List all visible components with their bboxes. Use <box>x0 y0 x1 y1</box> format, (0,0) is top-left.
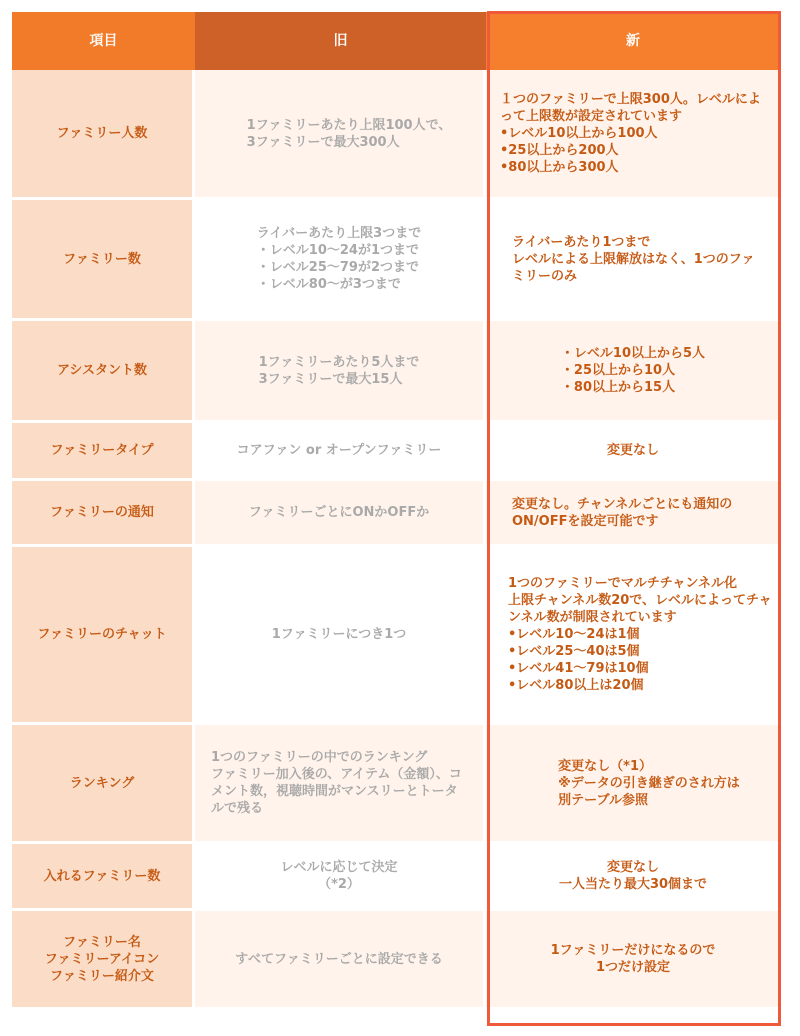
new-text: ライバーあたり1つまで レベルによる上限解放はなく、1つのファミリーのみ <box>512 234 755 284</box>
old-value <box>195 725 486 844</box>
new-value <box>486 481 780 547</box>
old-value: ファミリーごとにONかOFFか <box>195 481 486 547</box>
new-text: 1つのファミリーでマルチチャンネル化 上限チャンネル数20で、レベルによってチャンネル数が制限されています •レベル10～24は1個 •レベル25～40は5個 •レベル41～79は10個 •レベル80以上は20個 <box>508 576 772 693</box>
new-text: 変更なし。チャンネルごとにも通知のON/OFFを設定可能です <box>512 496 733 529</box>
old-text: 1ファミリーあたり上限100人で、 3ファミリーで最大300人 <box>246 117 452 150</box>
new-text: 変更なし（*1） ※データの引き継ぎのされ方は 別テーブル参照 <box>558 758 740 808</box>
row-label: ファミリーの通知 <box>12 481 195 547</box>
header-old: 旧 <box>195 12 486 70</box>
row-label: ファミリータイプ <box>12 423 195 481</box>
old-text: 1つのファミリーの中でのランキング ファミリー加入後の、アイテム（金額）、コメント数，視聴時間がマンスリーとトータルで残る <box>211 750 462 816</box>
new-value: 変更なし <box>486 423 780 481</box>
row-label: アシスタント数 <box>12 321 195 423</box>
row-label: ファミリー名 ファミリーアイコン ファミリー紹介文 <box>12 911 195 1010</box>
new-value: 1ファミリーだけになるので 1つだけ設定 <box>486 911 780 1010</box>
comparison-table <box>12 12 780 1010</box>
row-label: ファミリー人数 <box>12 70 195 200</box>
new-value <box>486 321 780 423</box>
old-value: コアファン or オープンファミリー <box>195 423 486 481</box>
old-value: レベルに応じて決定 （*2） <box>195 844 486 911</box>
old-value <box>195 70 486 200</box>
header-new: 新 <box>486 12 780 70</box>
header-item: 項目 <box>12 12 195 70</box>
row-label: ランキング <box>12 725 195 844</box>
old-value: すべてファミリーごとに設定できる <box>195 911 486 1010</box>
old-value: 1ファミリーにつき1つ <box>195 547 486 725</box>
row-label: 入れるファミリー数 <box>12 844 195 911</box>
old-value <box>195 321 486 423</box>
old-value <box>195 200 486 321</box>
row-label: ファミリーのチャット <box>12 547 195 725</box>
new-value <box>486 547 780 725</box>
old-text: 1ファミリーあたり5人まで 3ファミリーで最大15人 <box>258 354 420 387</box>
new-value <box>486 70 780 200</box>
old-text: ライバーあたり上限3つまで ・レベル10～24が1つまで ・レベル25～79が2つまで ・レベル80～が3つまで <box>256 226 422 292</box>
new-value <box>486 725 780 844</box>
new-value: 変更なし 一人当たり最大30個まで <box>486 844 780 911</box>
new-text: ・レベル10以上から5人 ・25以上から10人 ・80以上から15人 <box>560 346 706 395</box>
new-text: １つのファミリーで上限300人。レベルによって上限数が設定されています •レベル10以上から100人 •25以上から200人 •80以上から300人 <box>500 92 761 175</box>
row-label: ファミリー数 <box>12 200 195 321</box>
new-value <box>486 200 780 321</box>
